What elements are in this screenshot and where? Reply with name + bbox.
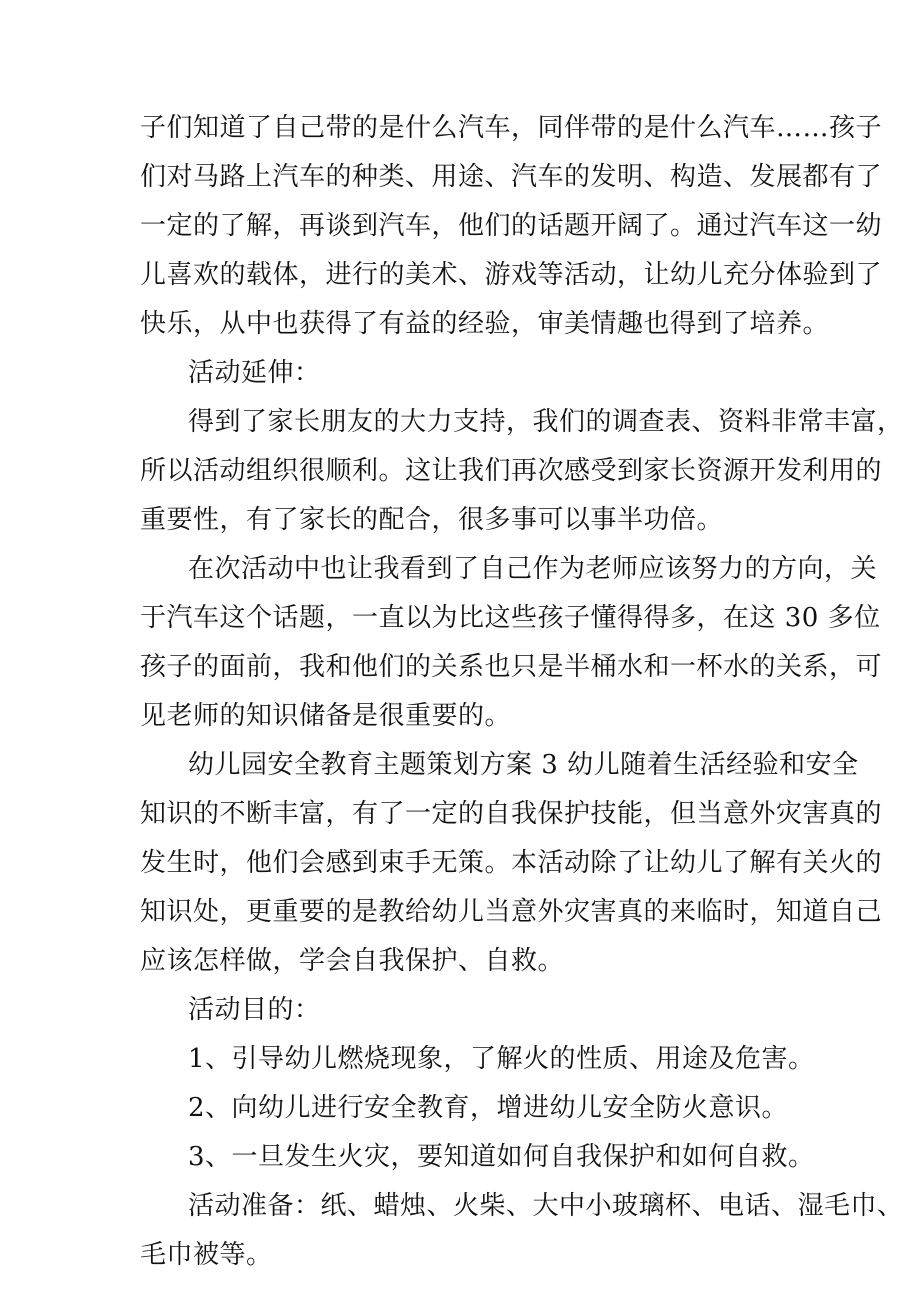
text-line: 一定的了解，再谈到汽车，他们的话题开阔了。通过汽车这一幼 [140, 211, 883, 241]
list-item: 2、向幼儿进行安全教育，增进幼儿安全防火意识。 [188, 1093, 789, 1123]
text-line: 子们知道了自己带的是什么汽车，同伴带的是什么汽车……孩子 [140, 113, 883, 143]
text-line: 发生时，他们会感到束手无策。本活动除了让幼儿了解有关火的 [140, 848, 883, 878]
text-line: 们对马路上汽车的种类、用途、汽车的发明、构造、发展都有了 [140, 162, 883, 192]
section-heading-goals: 活动目的： [188, 995, 321, 1025]
text-line: 幼儿园安全教育主题策划方案 3 幼儿随着生活经验和安全 [188, 750, 859, 780]
text-line: 活动准备：纸、蜡烛、火柴、大中小玻璃杯、电话、湿毛巾、 [188, 1191, 904, 1221]
text-line: 得到了家长朋友的大力支持，我们的调查表、资料非常丰富， [188, 407, 904, 437]
text-line: 在次活动中也让我看到了自己作为老师应该努力的方向，关 [188, 554, 878, 584]
text-line: 儿喜欢的载体，进行的美术、游戏等活动，让幼儿充分体验到了 [140, 260, 883, 290]
text-line: 重要性，有了家长的配合，很多事可以事半功倍。 [140, 505, 724, 535]
text-line: 孩子的面前，我和他们的关系也只是半桶水和一杯水的关系，可 [140, 652, 883, 682]
text-line: 知识的不断丰富，有了一定的自我保护技能，但当意外灾害真的 [140, 799, 883, 829]
section-heading-extension: 活动延伸： [188, 358, 321, 388]
list-item: 1、引导幼儿燃烧现象，了解火的性质、用途及危害。 [188, 1044, 815, 1074]
text-line: 所以活动组织很顺利。这让我们再次感受到家长资源开发利用的 [140, 456, 883, 486]
text-line: 于汽车这个话题，一直以为比这些孩子懂得得多，在这 30 多位 [140, 603, 881, 633]
text-line: 知识处，更重要的是教给幼儿当意外灾害真的来临时，知道自己 [140, 897, 883, 927]
text-line: 应该怎样做，学会自我保护、自救。 [140, 946, 565, 976]
text-line: 毛巾被等。 [140, 1240, 273, 1270]
text-line: 快乐，从中也获得了有益的经验，审美情趣也得到了培养。 [140, 309, 830, 339]
text-line: 见老师的知识储备是很重要的。 [140, 701, 512, 731]
list-item: 3、一旦发生火灾，要知道如何自我保护和如何自救。 [188, 1142, 815, 1172]
